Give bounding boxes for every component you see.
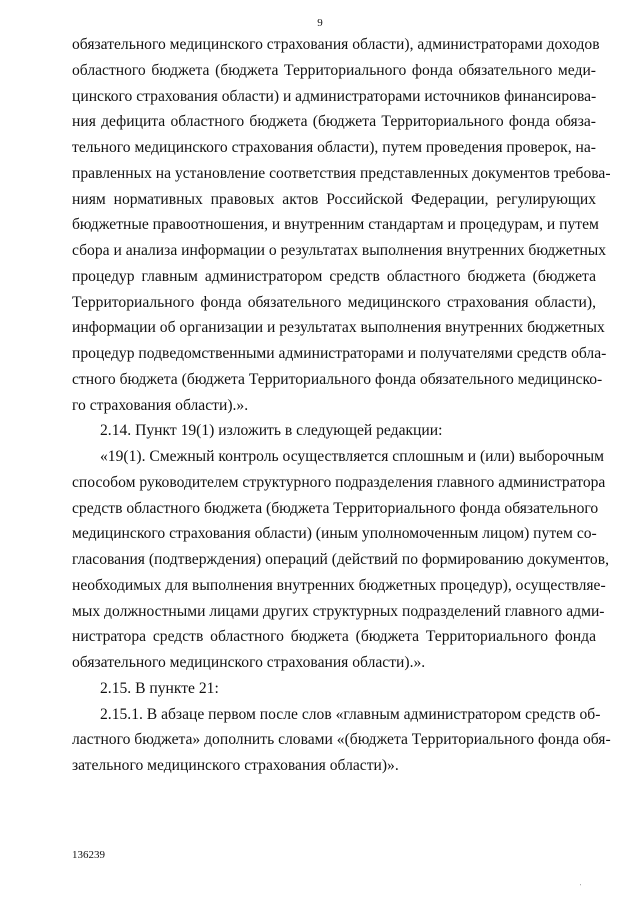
text-line: го страхования области).».: [72, 396, 249, 414]
text-line: гласования (подтверждения) операций (действий по формированию документов,: [72, 551, 609, 568]
text-line: правленных на установление соответствия представленных документов требова-: [72, 164, 611, 182]
text-line: сбора и анализа информации о результатах выполнения внутренних бюджетных: [72, 242, 607, 259]
text-line: ниям нормативных правовых актов Российской Федерации, регулирующих: [72, 190, 596, 208]
margin-mark: ': [580, 884, 582, 890]
text-line: «19(1). Смежный контроль осуществляется сплошным и (или) выборочным: [100, 448, 605, 465]
text-line: стного бюджета (бюджета Территориального фонда обязательного медицинско-: [72, 370, 603, 388]
text-line: процедур главным администратором средств областного бюджета (бюджета: [72, 267, 596, 285]
text-line: мых должностными лицами других структурных подразделений главного адми-: [72, 602, 605, 620]
text-line: процедур подведомственными администраторами и получателями средств обла-: [72, 345, 607, 362]
text-line: 2.14. Пункт 19(1) изложить в следующей редакции:: [100, 422, 443, 440]
document-body: [72, 32, 611, 779]
text-line: областного бюджета (бюджета Территориального фонда обязательного меди-: [72, 61, 596, 79]
text-line: медицинского страхования области) (иным уполномоченным лицом) путем со-: [72, 525, 597, 543]
text-line: Территориального фонда обязательного медицинского страхования области),: [72, 293, 596, 311]
text-line: информации об организации и результатах выполнения внутренних бюджетных: [72, 319, 605, 337]
text-line: зательного медицинского страхования области)».: [72, 757, 399, 774]
text-line: обязательного медицинского страхования области), администраторами доходов: [72, 36, 600, 53]
text-line: тельного медицинского страхования области), путем проведения проверок, на-: [72, 139, 596, 156]
text-line: цинского страхования области) и администраторами источников финансирова-: [72, 87, 597, 105]
text-line: 2.15.1. В абзаце первом после слов «главным администратором средств об-: [100, 705, 601, 723]
text-line: нистратора средств областного бюджета (бюджета Территориального фонда: [72, 628, 596, 646]
text-line: обязательного медицинского страхования области).».: [72, 654, 426, 671]
text-line: ния дефицита областного бюджета (бюджета Территориального фонда обяза-: [72, 113, 596, 131]
text-line: необходимых для выполнения внутренних бюджетных процедур), осуществляе-: [72, 576, 606, 594]
text-line: бюджетные правоотношения, и внутренним стандартам и процедурам, и путем: [72, 216, 599, 234]
page-number: 9: [317, 17, 323, 29]
document-id: 136239: [72, 849, 105, 861]
text-line: способом руководителем структурного подразделения главного администратора: [72, 473, 606, 491]
text-line: 2.15. В пункте 21:: [100, 679, 219, 697]
text-line: ластного бюджета» дополнить словами «(бюджета Территориального фонда обя-: [72, 731, 611, 749]
text-line: средств областного бюджета (бюджета Территориального фонда обязательного: [72, 499, 599, 517]
